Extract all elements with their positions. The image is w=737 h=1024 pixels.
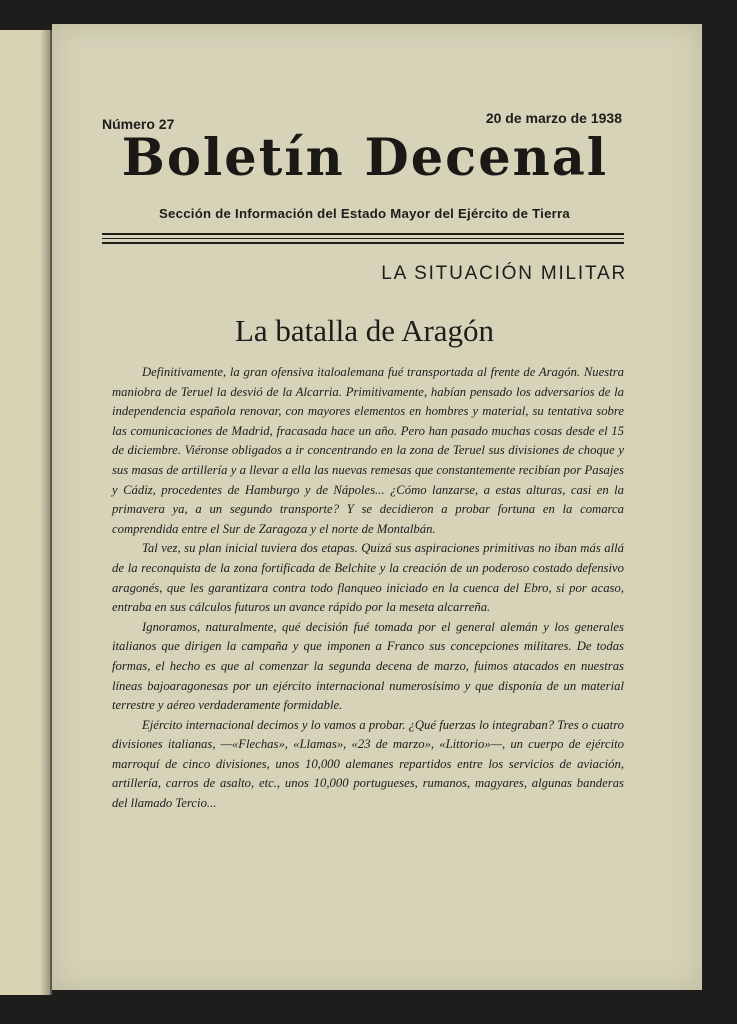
masthead-title: Boletín Decenal bbox=[121, 128, 609, 188]
article-paragraph: Definitivamente, la gran ofensiva italoalemana fué transportada al frente de Aragón. Nuestra maniobra de Teruel la desvió de la Alcarria. Primitivamente, habían pensado los adversarios de la independencia española renovar, con mayores elementos en hombres y material, su tentativa sobre las comunicaciones de Madrid, fracasada hace un año. Pero han pasado muchas cosas desde el 15 de diciembre. Viéronse obligados a ir concentrando en la zona de Teruel sus divisiones de choque y sus masas de artillería y a llevar a ella las nuevas remesas que constantemente recibían por Pasajes y Cádiz, procedentes de Hamburgo y de Nápoles... ¿Cómo lanzarse, a estas alturas, casi en la primavera ya, a un segundo transporte? Y se decidieron a probar fortuna en la comarca comprendida entre el Sur de Zaragoza y el norte de Montalbán. bbox=[112, 365, 624, 536]
section-heading: LA SITUACIÓN MILITAR bbox=[381, 263, 627, 284]
article-paragraph: Ignoramos, naturalmente, qué decisión fué tomada por el general alemán y los generales italianos que dirigen la campaña y que imponen a Franco sus concepciones militares. De todas formas, el hecho es que al comenzar la segunda decena de marzo, fuimos atacados en nuestras líneas bajoaragonesas por un ejército internacional numerosísimo y que disponía de un material terrestre y aéreo verdaderamente formidable. bbox=[112, 619, 624, 713]
article-body bbox=[112, 363, 624, 814]
divider-rule bbox=[102, 238, 624, 239]
issue-date: 20 de marzo de 1938 bbox=[485, 110, 622, 126]
binding-shadow bbox=[40, 30, 52, 995]
divider-rule bbox=[102, 233, 624, 235]
issue-number: Número 27 bbox=[102, 116, 175, 132]
bulletin-page bbox=[52, 24, 702, 990]
divider-rule bbox=[102, 242, 624, 244]
article-paragraph: Ejército internacional decimos y lo vamos a probar. ¿Qué fuerzas lo integraban? Tres o cuatro divisiones italianas, —«Flechas», «Llamas», «23 de marzo», «Littorio»—, un cuerpo de ejército marroquí de cinco divisiones, unos 10,000 alemanes repartidos entre los servicios de aviación, artillería, carros de asalto, etc., unos 10,000 portugueses, rumanos, magyares, algunas banderas del llamado Tercio... bbox=[112, 717, 624, 811]
article-title: La batalla de Aragón bbox=[234, 313, 495, 348]
article-paragraph: Tal vez, su plan inicial tuviera dos etapas. Quizá sus aspiraciones primitivas no iban más allá de la reconquista de la zona fortificada de Belchite y la creación de un poderoso costado defensivo aragonés, que les garantizara contra todo flanqueo iniciado en la cuenca del Ebro, si por acaso, entraba en sus cálculos futuros un avance rápido por la meseta alcarreña. bbox=[112, 541, 624, 615]
masthead-subtitle: Sección de Información del Estado Mayor del Ejército de Tierra bbox=[159, 206, 570, 221]
